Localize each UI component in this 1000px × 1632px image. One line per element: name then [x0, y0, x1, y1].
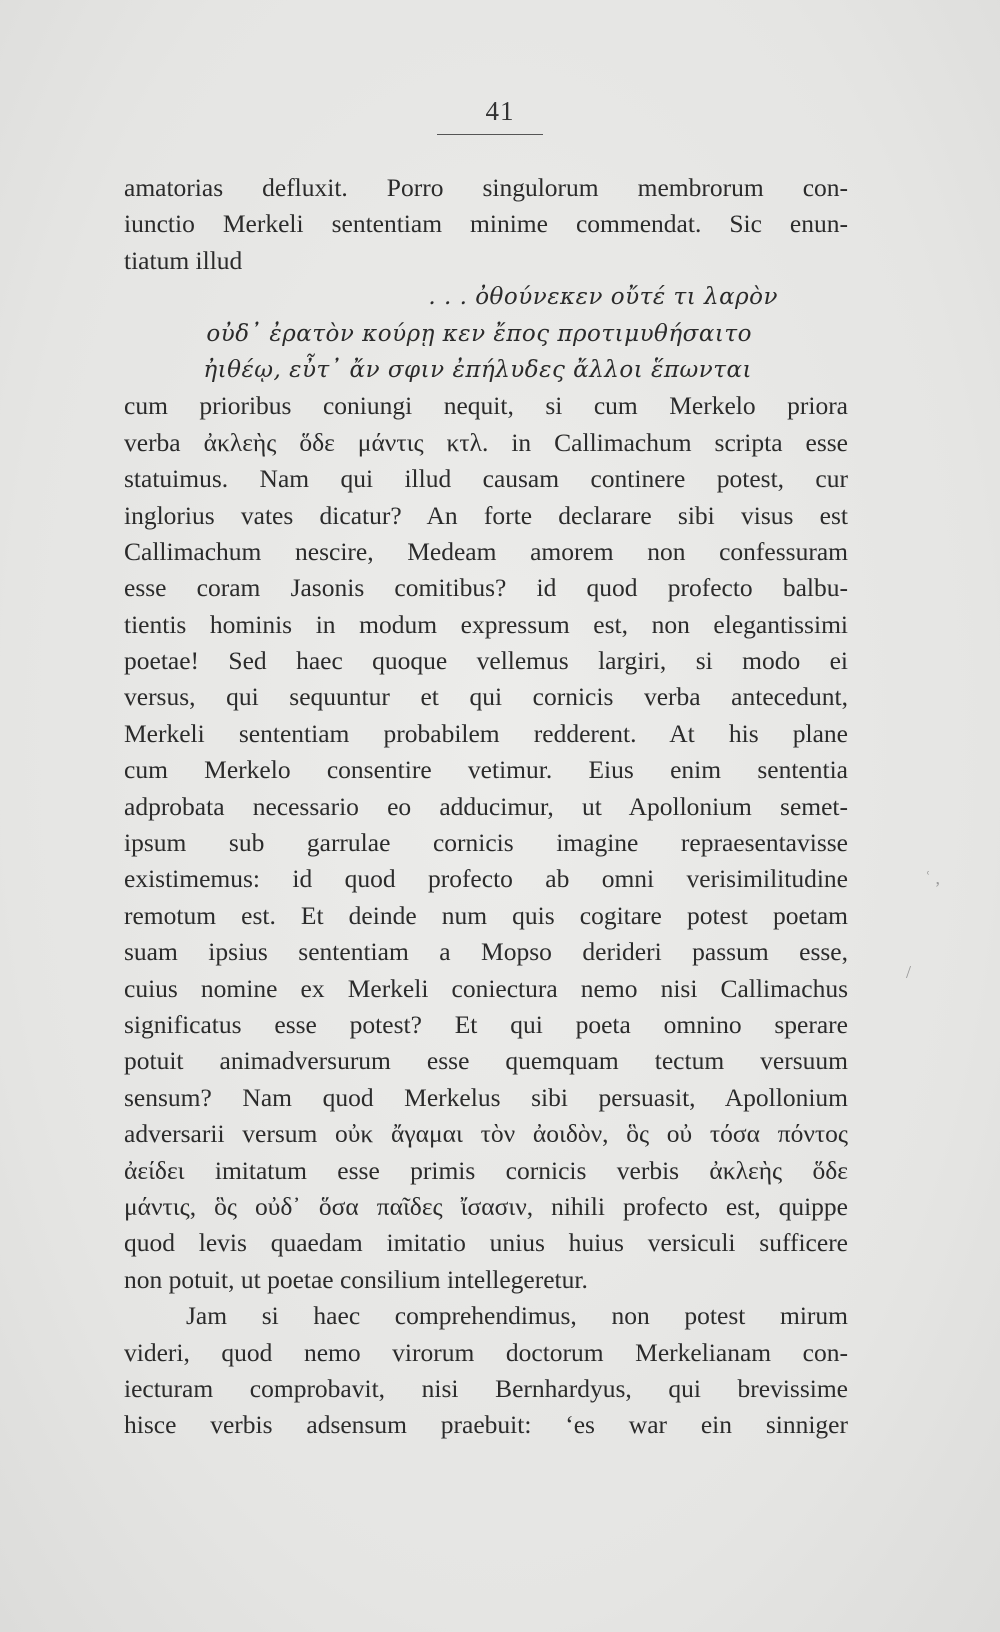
text-line: videri, quod nemo virorum doctorum Merkelianam con- — [124, 1337, 848, 1367]
text-line: adversarii versum οὐκ ἄγαμαι τὸν ἀοιδὸν, ὃς οὐ τόσα πόντος — [124, 1119, 848, 1149]
text-line: statuimus. Nam qui illud causam continere potest, cur — [124, 464, 848, 494]
text-line: poetae! Sed haec quoque vellemus largiri, si modo ei — [124, 646, 848, 676]
text-line: cum Merkelo consentire vetimur. Eius enim sententia — [124, 755, 848, 785]
page-number: 41 — [485, 96, 515, 126]
text-line: non potuit, ut poetae consilium intellegeretur. — [124, 1264, 588, 1294]
text-line: cuius nomine ex Merkeli coniectura nemo nisi Callimachus — [124, 973, 848, 1003]
text-line: ἀείδει imitatum esse primis cornicis verbis ἀκλεὴς ὅδε — [124, 1155, 848, 1185]
text-line: tientis hominis in modum expressum est, non elegantissimi — [124, 609, 848, 639]
text-line: suam ipsius sententiam a Mopso derideri passum esse, — [124, 937, 848, 967]
text-line: cum prioribus coniungi nequit, si cum Merkelo priora — [124, 391, 848, 421]
text-line: quod levis quaedam imitatio unius huius versiculi sufficere — [124, 1228, 848, 1258]
verse-line: . . . ὀθούνεκεν οὔτέ τι λαρὸν — [428, 284, 778, 311]
margin-speck: / — [906, 962, 912, 982]
text-line: significatus esse potest? Et qui poeta omnino sperare — [124, 1009, 848, 1039]
text-line: esse coram Jasonis comitibus? id quod profecto balbu- — [124, 573, 848, 603]
text-line: potuit animadversurum esse quemquam tectum versuum — [124, 1046, 848, 1076]
verse-line: ἠιθέῳ, εὖτ᾽ ἄν σφιν ἐπήλυδες ἄλλοι ἕπωνται — [203, 356, 752, 383]
body-text — [124, 170, 848, 1444]
text-line: Merkeli sententiam probabilem redderent. At his plane — [124, 718, 848, 748]
text-line: Callimachum nescire, Medeam amorem non confessuram — [124, 536, 848, 566]
margin-speck: ʿ , — [925, 868, 940, 888]
text-line: inglorius vates dicatur? An forte declarare sibi visus est — [124, 500, 848, 530]
text-line: adprobata necessario eo adducimur, ut Apollonium semet- — [124, 791, 848, 821]
text-line: hisce verbis adsensum praebuit: ‘es war ein sinniger — [124, 1410, 848, 1440]
text-line: tiatum illud — [124, 245, 243, 275]
text-line: Jam si haec comprehendimus, non potest mirum — [186, 1301, 848, 1331]
text-line: existimemus: id quod profecto ab omni verisimilitudine — [124, 864, 848, 894]
text-line: sensum? Nam quod Merkelus sibi persuasit, Apollonium — [124, 1082, 848, 1112]
text-line: iunctio Merkeli sententiam minime commendat. Sic enun- — [124, 209, 848, 239]
text-line: versus, qui sequuntur et qui cornicis verba antecedunt, — [124, 682, 848, 712]
text-line: iecturam comprobavit, nisi Bernhardyus, qui brevissime — [124, 1373, 848, 1403]
text-line: amatorias defluxit. Porro singulorum membrorum con- — [124, 173, 848, 202]
text-line: verba ἀκλεὴς ὅδε μάντις κτλ. in Callimachum scripta esse — [124, 427, 848, 457]
text-line: μάντις, ὃς οὐδ᾽ ὅσα παῖδες ἴσασιν, nihili profecto est, quippe — [124, 1191, 848, 1221]
page-number-rule — [437, 134, 543, 135]
text-line: remotum est. Et deinde num quis cogitare potest poetam — [124, 900, 848, 930]
verse-line: οὐδ᾽ ἐρατὸν κούρῃ κεν ἔπος προτιμυθήσαιτο — [206, 320, 752, 347]
text-line: ipsum sub garrulae cornicis imagine repraesentavisse — [124, 828, 848, 858]
